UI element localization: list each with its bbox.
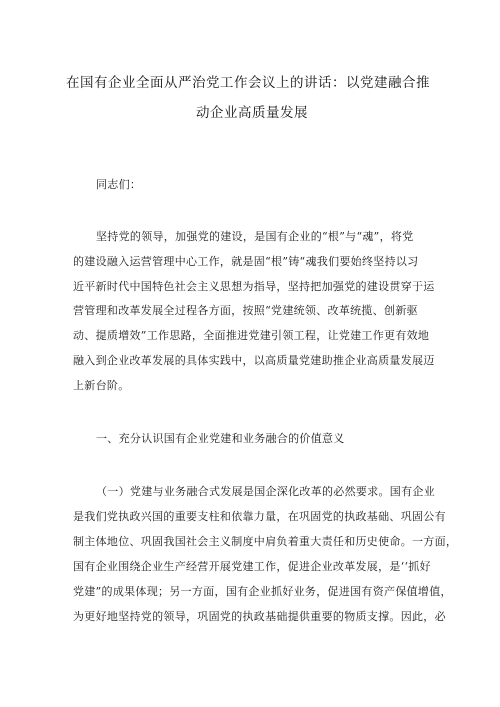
paragraph-line: 融入到企业改革发展的具体实践中，以高质量党建助推企业高质量发展迈 <box>73 354 435 367</box>
paragraph-line: 坚持党的领导，加强党的建设，是国有企业的“根”与“魂”，将党 <box>96 230 414 243</box>
paragraph-line: 党建”的成果体现；另一方面，国有企业抓好业务，促进国有资产保值增值， <box>73 585 452 598</box>
paragraph-line: 近平新时代中国特色社会主义思想为指导，坚持把加强党的建设贯穿于运 <box>73 280 435 293</box>
paragraph-line: 营管理和改革发展全过程各方面，按照“党建统领、改革统揽、创新驱 <box>73 304 418 317</box>
document-title-line-2: 动企业高质量发展 <box>196 105 308 121</box>
paragraph-line: 上新台阶。 <box>73 379 130 392</box>
paragraph-line: 动、提质增效”工作思路，全面推进党建引领工程，让党建工作更有效地 <box>73 329 430 342</box>
salutation: 同志们： <box>96 178 142 191</box>
paragraph-line: 国有企业围绕企业生产经营开展党建工作，促进企业改革发展，是‘‘抓好 <box>73 560 431 573</box>
document-title-line-1: 在国有企业全面从严治党工作会议上的讲话：以党建融合推 <box>66 75 430 91</box>
paragraph-line: 的建设融入运营管理中心工作，就是固“根”铸“魂我们要始终坚持以习 <box>73 255 419 268</box>
paragraph-line: 是我们党执政兴国的重要支柱和依靠力量，在巩固党的执政基础、巩固公有 <box>73 510 446 523</box>
paragraph-line: 为更好地坚持党的领导，巩固党的执政基础提供重要的物质支撑。因此，必 <box>73 610 446 623</box>
section-heading: 一、充分认识国有企业党建和业务融合的价值意义 <box>96 432 345 445</box>
paragraph-line: 制主体地位、巩固我国社会主义制度中肩负着重大责任和历史使命。一方面， <box>73 535 458 548</box>
paragraph-line: （一）党建与业务融合式发展是国企深化改革的必然要求。国有企业 <box>96 485 435 498</box>
